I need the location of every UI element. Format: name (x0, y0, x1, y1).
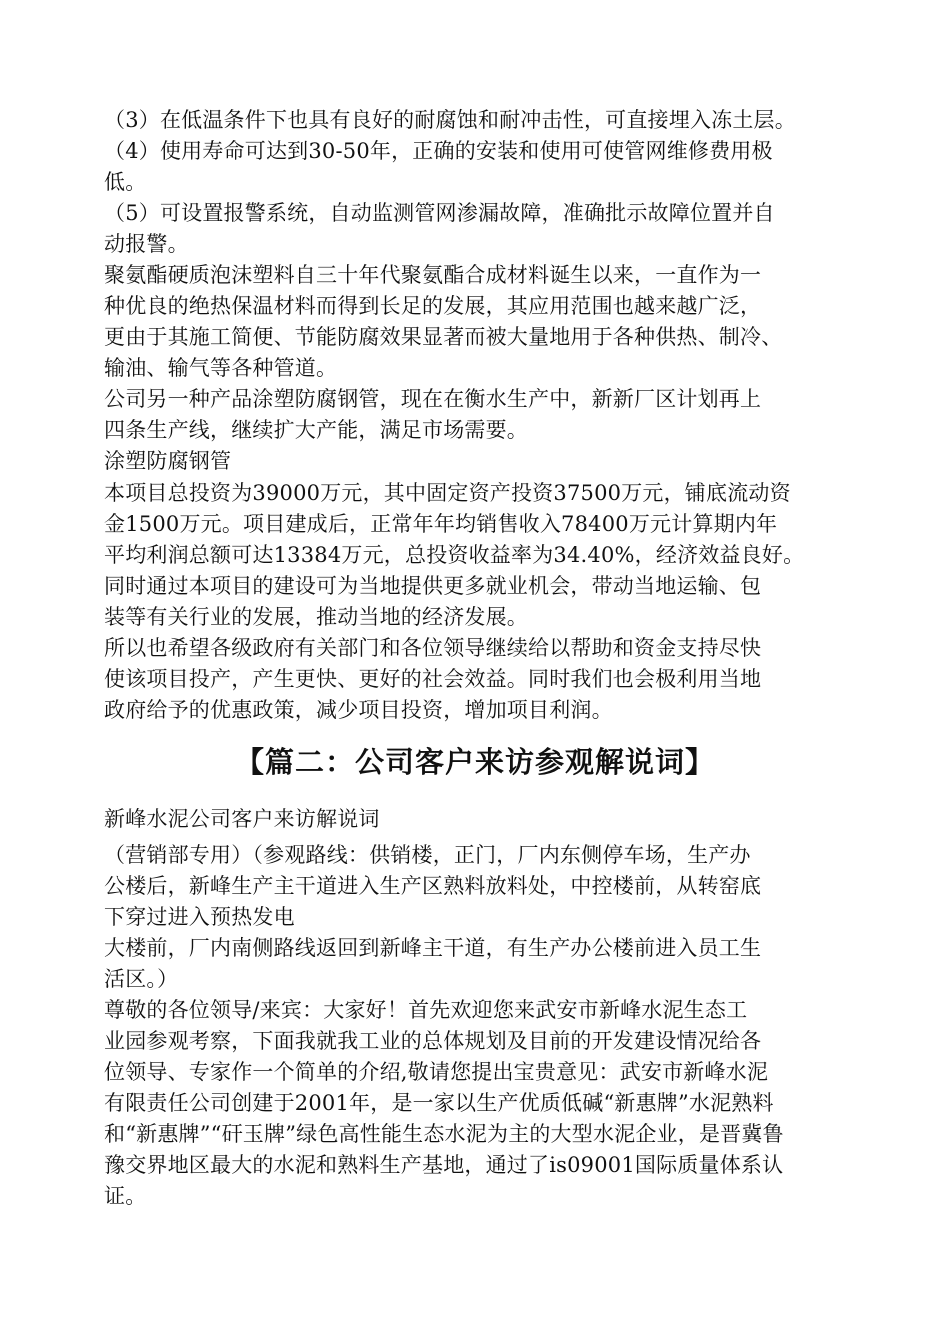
paragraph-line: 大楼前，厂内南侧路线返回到新峰主干道，有生产办公楼前进入员工生 (104, 936, 762, 960)
paragraph-line: 活区。） (104, 967, 179, 991)
section-heading: 【篇二：公司客户来访参观解说词】 (234, 745, 715, 779)
paragraph-line: （4）使用寿命可达到30-50年，正确的安装和使用可使管网维修费用极 (104, 139, 773, 163)
paragraph-line: （5）可设置报警系统，自动监测管网渗漏故障，准确批示故障位置并自 (104, 201, 775, 225)
paragraph-line: 金1500万元。项目建成后，正常年年均销售收入78400万元计算期内年 (104, 512, 778, 536)
paragraph-line: 尊敬的各位领导/来宾：大家好！首先欢迎您来武安市新峰水泥生态工 (104, 998, 748, 1022)
paragraph-line: 新峰水泥公司客户来访解说词 (104, 807, 380, 831)
paragraph-line: 更由于其施工简便、节能防腐效果显著而被大量地用于各种供热、制冷、 (104, 325, 783, 349)
paragraph-line: 所以也希望各级政府有关部门和各位领导继续给以帮助和资金支持尽快 (104, 636, 762, 660)
paragraph-line: 平均利润总额可达13384万元，总投资收益率为34.40%，经济效益良好。 (104, 543, 805, 567)
paragraph-line: 本项目总投资为39000万元，其中固定资产投资37500万元，铺底流动资 (104, 481, 791, 505)
paragraph-line: 公司另一种产品涂塑防腐钢管，现在在衡水生产中，新新厂区计划再上 (104, 387, 762, 411)
paragraph-line: 同时通过本项目的建设可为当地提供更多就业机会，带动当地运输、包 (104, 574, 762, 598)
paragraph-line: 种优良的绝热保温材料而得到长足的发展，其应用范围也越来越广泛， (104, 294, 762, 318)
paragraph-line: 业园参观考察，下面我就我工业的总体规划及目前的开发建设情况给各 (104, 1029, 762, 1053)
paragraph-line: 聚氨酯硬质泡沫塑料自三十年代聚氨酯合成材料诞生以来，一直作为一 (104, 263, 762, 287)
paragraph-line: 证。 (104, 1184, 147, 1208)
paragraph-line: 装等有关行业的发展，推动当地的经济发展。 (104, 605, 528, 629)
paragraph-line: 输油、输气等各种管道。 (104, 356, 338, 380)
subheading-line: 涂塑防腐钢管 (104, 449, 232, 473)
paragraph-line: 位领导、专家作一个简单的介绍,敬请您提出宝贵意见：武安市新峰水泥 (104, 1060, 769, 1084)
paragraph-line: 政府给予的优惠政策，减少项目投资，增加项目利润。 (104, 698, 613, 722)
paragraph-line: 有限责任公司创建于2001年，是一家以生产优质低碱“新惠牌”水泥熟料 (104, 1091, 774, 1115)
paragraph-line: 使该项目投产，产生更快、更好的社会效益。同时我们也会极利用当地 (104, 667, 762, 691)
paragraph-line: （3）在低温条件下也具有良好的耐腐蚀和耐冲击性，可直接埋入冻土层。 (104, 108, 796, 132)
paragraph-line: 动报警。 (104, 232, 189, 256)
paragraph-line: 豫交界地区最大的水泥和熟料生产基地，通过了is09001国际质量体系认 (104, 1153, 784, 1177)
paragraph-line: 和“新惠牌”“矸玉牌”绿色高性能生态水泥为主的大型水泥企业，是晋冀鲁 (104, 1122, 784, 1146)
paragraph-line: 下穿过进入预热发电 (104, 905, 295, 929)
paragraph-line: （营销部专用）（参观路线：供销楼，正门，厂内东侧停车场，生产办 (104, 843, 751, 867)
paragraph-line: 公楼后，新峰生产主干道进入生产区熟料放料处，中控楼前，从转窑底 (104, 874, 762, 898)
paragraph-line: 四条生产线，继续扩大产能，满足市场需要。 (104, 418, 528, 442)
paragraph-line: 低。 (104, 170, 147, 194)
